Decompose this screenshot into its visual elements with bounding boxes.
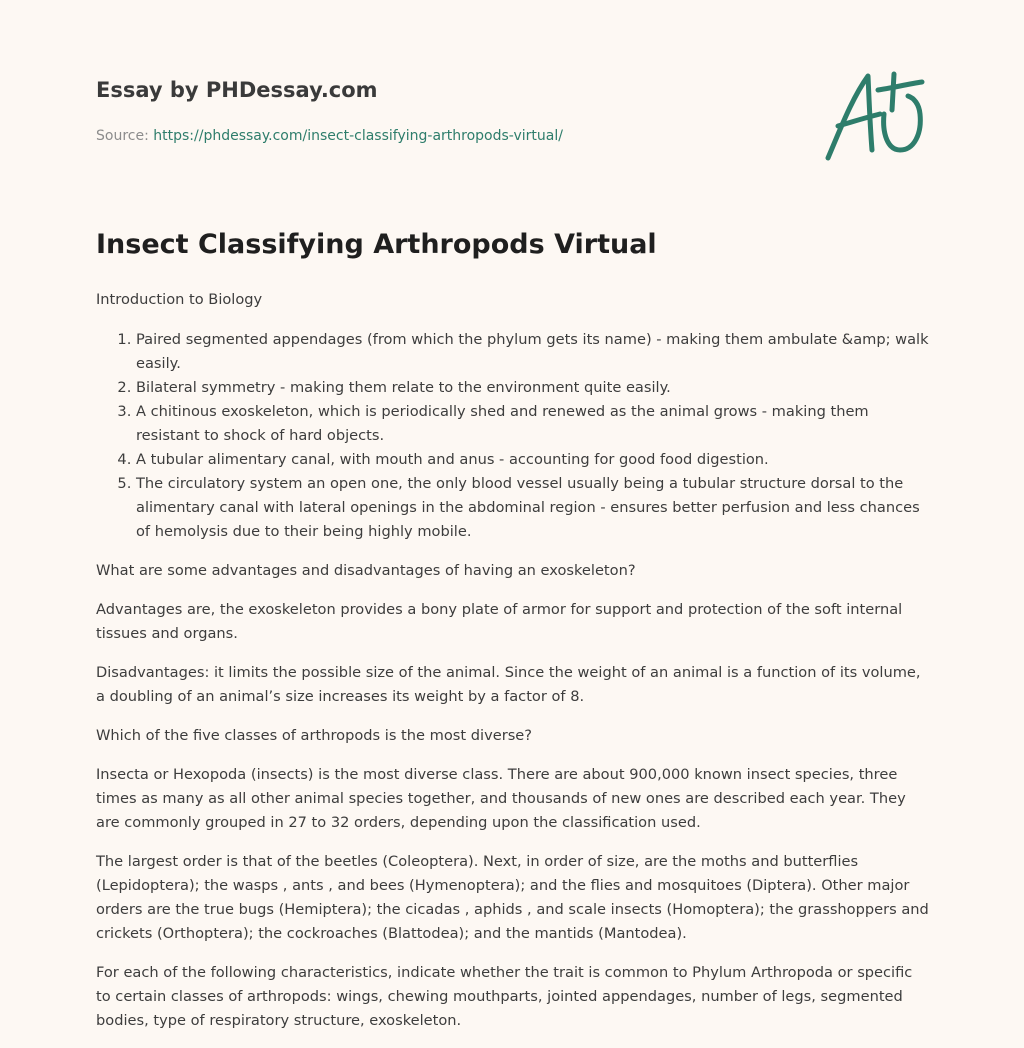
question-exoskeleton: What are some advantages and disadvantages of having an exoskeleton? (96, 562, 636, 579)
advantages-paragraph: Advantages are, the exoskeleton provides a bony plate of armor for support and protection of the soft internal tissues and organs. (96, 601, 903, 642)
list-item: 1. Paired segmented appendages (from which the phylum gets its name) - making them ambulate &amp; walk easily. (136, 328, 930, 376)
article (96, 226, 930, 1048)
list-item: 4. A tubular alimentary canal, with mouth and anus - accounting for good food digestion. (136, 448, 930, 472)
orders-paragraph: The largest order is that of the beetles (Coleoptera). Next, in order of size, are the moths and butterflies (Lepidoptera); the wasps , ants , and bees (Hymenoptera); and the flies and mosquitoes (Diptera). Other major orders are the true bugs (Hemiptera); the cicadas , aphids , and scale insects (Homoptera); the grasshoppers and crickets (Orthoptera); the cockroaches (Blattodea); and the mantids (Mantodea). (96, 853, 929, 942)
a-plus-logo-icon (822, 68, 928, 164)
brand-title: Essay by PHDessay.com (96, 78, 378, 102)
characteristics-paragraph: For each of the following characteristics, indicate whether the trait is common to Phylum Arthropoda or specific to certain classes of arthropods: wings, chewing mouthparts, jointed appendages, number of legs, segmented bodies, type of respiratory structure, exoskeleton. (96, 964, 913, 1029)
insecta-paragraph: Insecta or Hexopoda (insects) is the most diverse class. There are about 900,000 known insect species, three times as many as all other animal species together, and thousands of new ones are described each year. They are commonly grouped in 27 to 32 orders, depending upon the classification used. (96, 766, 906, 831)
disadvantages-paragraph: Disadvantages: it limits the possible size of the animal. Since the weight of an animal is a function of its volume, a doubling of an animal’s size increases its weight by a factor of 8. (96, 664, 921, 705)
article-title: Insect Classifying Arthropods Virtual (96, 229, 657, 260)
characteristics-list (96, 328, 930, 544)
source-line (96, 126, 796, 146)
intro-paragraph: Introduction to Biology (96, 291, 263, 308)
list-item: 2. Bilateral symmetry - making them relate to the environment quite easily. (136, 376, 930, 400)
question-diverse-class: Which of the five classes of arthropods is the most diverse? (96, 727, 533, 744)
list-item: 3. A chitinous exoskeleton, which is periodically shed and renewed as the animal grows - making them resistant to shock of hard objects. (136, 400, 930, 448)
list-item: 5. The circulatory system an open one, the only blood vessel usually being a tubular structure dorsal to the alimentary canal with lateral openings in the abdominal region - ensures better perfusion and less chances of hemolysis due to their being highly mobile. (136, 472, 930, 544)
source-label: Source: (96, 128, 154, 144)
page-header (96, 76, 796, 146)
source-link[interactable]: https://phdessay.com/insect-classifying-arthropods-virtual/ (153, 128, 563, 144)
